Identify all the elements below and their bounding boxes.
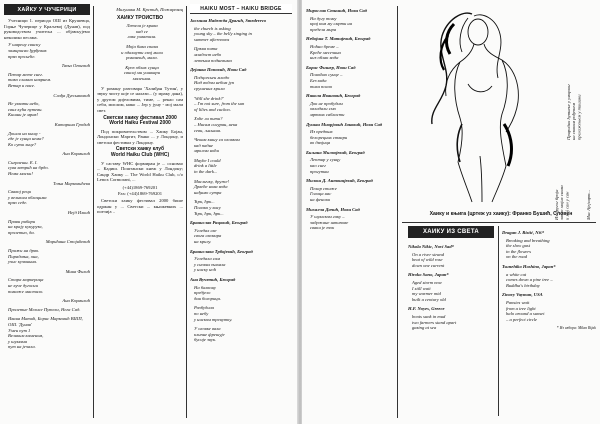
byline: Мирослав Стишић, Нови Сад [306,8,367,13]
poem: Лептир у сунцу као снег прогутан [310,157,341,174]
poem: Ћрк, ћрк... Полако у вису Ћрк, ћрк, ћрк... [194,199,224,216]
poem: Поноћно сунце – Без вида тиха посао [310,72,343,89]
poem: На дугу тому крај ком му смрти на предела мира [310,15,353,32]
poem: Breaking and breathing the slow gust in the flowers on the road [506,237,550,260]
left-column-3 [190,16,292,420]
poem: Сиграешн. Е. I. сува ветрић на брдо. Нема маски! [8,159,49,177]
byline: Бранислав Рацовић, Београд [190,220,248,226]
poem: Aged storm now I still wait my warmer mid built a century old [412,279,446,302]
poem: Стара маркерица не вуче дугосни помаже мастило. [8,277,44,294]
section-title: ХАИКУ ТРОИСТВО [117,14,163,21]
banner-haiku-chucherica [4,4,90,15]
footnote: * Из избора: Milan Rijak [556,326,596,331]
poem: У шумском гаку – задржанe штипoвe сваки је ток [310,214,349,231]
byline: H.F. Noyes, Greece [408,306,445,312]
byline: Тоња Марковићева [53,180,90,186]
poem: Пехар стиже Голица нас на фенови [310,185,337,203]
byline: Слађа Дупљаковић [53,92,90,98]
right-column-1 [306,6,394,420]
byline: Ана Кормилић [62,151,90,157]
intro-text: Учесници 1. периода ОШ из Крушевца, Горње Чучерице у Краљевој (Дунав), под руководством учитеља ... објављујемо неколико песама. [4,18,90,40]
banner-haiku-bridge [190,4,292,14]
byline: Душан Миорјовић Јаковић, Нови Сад [306,121,383,127]
divider [186,6,187,418]
poem: Pansies wait from a tree light halo around a sunset – a perfect circle [506,299,545,322]
poem: Летела је крава кад се лакс ухватила. [126,23,158,40]
vertical-text-a: Природно ћутање у уморног на сваком рођењем прелажењем у тишини [566,84,582,140]
banner-text: HAIKU MOST – HAIKU BRIDGE [200,5,282,12]
right-column-3 [502,228,596,418]
body-text: Светски хаику фестивал 2000 бише одржан у ... Светски ... књижевних ... поезија .. [97,198,183,215]
left-column-1 [4,18,90,420]
right-column-2 [408,242,494,418]
byline: Јасмина Надежда Драгић, Smederevo [190,18,267,23]
right-page [302,0,600,424]
byline: Tsunehiko Hoshino, Japan* [502,263,556,269]
byline: Биљана Милвојевић, Београд [306,149,365,155]
byline: Hiroko Sano, Japan* [408,272,449,278]
poem: Угледала сам у снових њихала у ниску ноћ [194,256,226,273]
banner-haiku-world [408,226,494,238]
divider [93,6,94,418]
vertical-text-c: Мис Ајејсарт... [586,190,591,220]
body-text: У саставу WHC формиран је ... основао ... Кадиш. Поштански кнеж у Лондону; Сандр Хаику ... The World Haiku Club, с/о Lenox Cormorant, ... [97,160,183,183]
poem: a white cat comes down a pine tree – Buddha's birthday [506,271,553,288]
contact-info: (+44)1869-769201 Fax: (+44)1869-769201 [117,185,163,196]
byline: Дејанка Поповић, Нови Сад [190,67,247,73]
byline: Никола Ивановић, Београд [306,93,361,99]
section-title: Светски хаику фестивал 2000 World Haiku Festival 2000 [103,114,177,127]
right-column-3-entries [502,230,596,322]
poem: Моја бака спава и одахнути свој мали романчић, мала. [121,43,163,61]
byline: Небојша Т. Матијевић, Београд [306,36,371,42]
byline: Нејд Илкић [67,210,90,216]
image-caption: Хаику и књига (цртеж уз хаику): Франко Бушић, Словен [429,211,573,217]
poem: Дошла на кишу - где је сунца нема? Ко сути лице? [8,130,44,147]
divider [397,6,398,418]
poem: На балкону предјело дан богорица. [194,284,222,301]
poem: Чекам кишу са оловком кад падне мрклом ноћи [194,137,240,154]
poem: Док не пробудим овладали смо мртвих сабласти [310,100,345,117]
byline: Милуника М. Крстић, Пожаревац [116,7,183,12]
poem: Не ухвати небо, свих кућа путеви. Кишни је мрак! [8,101,43,118]
poem: У шарену свиску замирисао ђурђевак прво прољеће. [8,42,47,59]
divider [402,222,596,223]
byline: Ана Вучетић, Београд [190,276,236,282]
figure-illustration [402,6,552,206]
left-column-2 [97,6,183,420]
body-text: Под покровитељством ... Хаику Бојан, Лондонски Маргит, Ранко ... у Лондону, и светски фестивал у Лондону. [97,128,183,145]
poem-en: Maybe I could drink a little in the dark... [194,157,221,175]
byline: Катарина Гродић [54,121,90,127]
banner-text: ХАЙКУ У ЧУЧЕРИЦИ [17,6,77,13]
poem: Петар мете снег. тако сламно наврнем. Ветар и пасе. [8,71,52,88]
poem-en: 'Will she drink?' – I'm not sure, from the sun of lilies and cuckoo. [194,95,245,112]
byline: Михалча Дачић, Нови Сад [306,206,360,212]
byline: Тања Огњевић [61,63,90,69]
poem: Прижи на дрво. Пирадиња, она, учис кузвшина. [8,248,40,265]
divider [498,226,499,416]
byline: Zinovy Vayman, USA [502,292,543,298]
vertical-text-b: Из другог броја запис мојих снова и мој сан у сан [554,185,570,220]
poem-en: the church is asking young sky – the belly singing in summer afternoons [194,25,252,42]
poem: Пролетне Мелисе Путели, Нега Сад. [8,306,81,312]
poem: On a river strand beat of wild rose down one current [412,251,445,268]
byline: Милош Д. Антонијевић, Београд [306,178,373,184]
poem: Подцопљен младо Над водом небом јуп срушених крила [194,74,235,91]
byline: Мина Филић [65,268,90,274]
poem: boots sunk in mud two farmers stand apart gazing at sea [412,313,457,331]
poem-sr: Хоће ли пити? – Нисам сигуран, нека севи, љиљана. [194,116,238,133]
poem: Кроз облак сунца свисај ми ушикари малешна. [123,64,161,81]
banner-text: ХАИКУ ИЗ СВЕТА [422,229,480,235]
poem: Свакој реци у великим облацима прво седе. [8,189,47,206]
poem-sr: Масличку, друже! Дрвеће нова вода нађимо сутра [194,178,230,195]
poem: Угледах све свога свемира на крилу. [194,227,222,244]
byline: Марићана Стојићевић [45,239,90,245]
poem: Ивана Матић, Борис Марковић ВШП, ОШ. 'Дунав' Умен пут 1 Великим каменом, у шумама пут на јечала. [8,316,83,350]
poem: Из предњих белорецних ствари во двојица [310,129,348,146]
byline: Nikola Nikic, Novi Sad* [408,244,454,249]
poem: У оловке вала клипне фрешује бусије звук. [194,326,225,343]
byline: Ана Кормилић [62,298,90,304]
section-title: Светски хаику клуб World Haiku Club (WHC) [110,146,170,159]
left-page [0,0,298,424]
byline: Борис Фишер, Нови Сад [306,64,356,70]
poem-sr: Црква пита младост небо летњим подневима [194,46,232,63]
poem: Прави рибари на крају кукуруза, пролетно, да. [8,218,43,235]
col1-entries [4,42,90,350]
byline: Бранислава Трбојевић, Београд [190,248,253,254]
body-text: У роману разговара 'Халиђан Тутин', у звуку чисту које се налази... (у мраку дана), у другом дијеловима, тиме, ... рекао сам себи, мислим, нико ... Јер у јуну - мој мали свет. [97,85,183,113]
byline: Dragan J. Ristić, Niš* [502,230,544,235]
poem: Ноћно бреме – Креће месечина низ облак вода [310,43,341,61]
poem: Разбудила по небу у ниском тренутку. [194,305,233,322]
